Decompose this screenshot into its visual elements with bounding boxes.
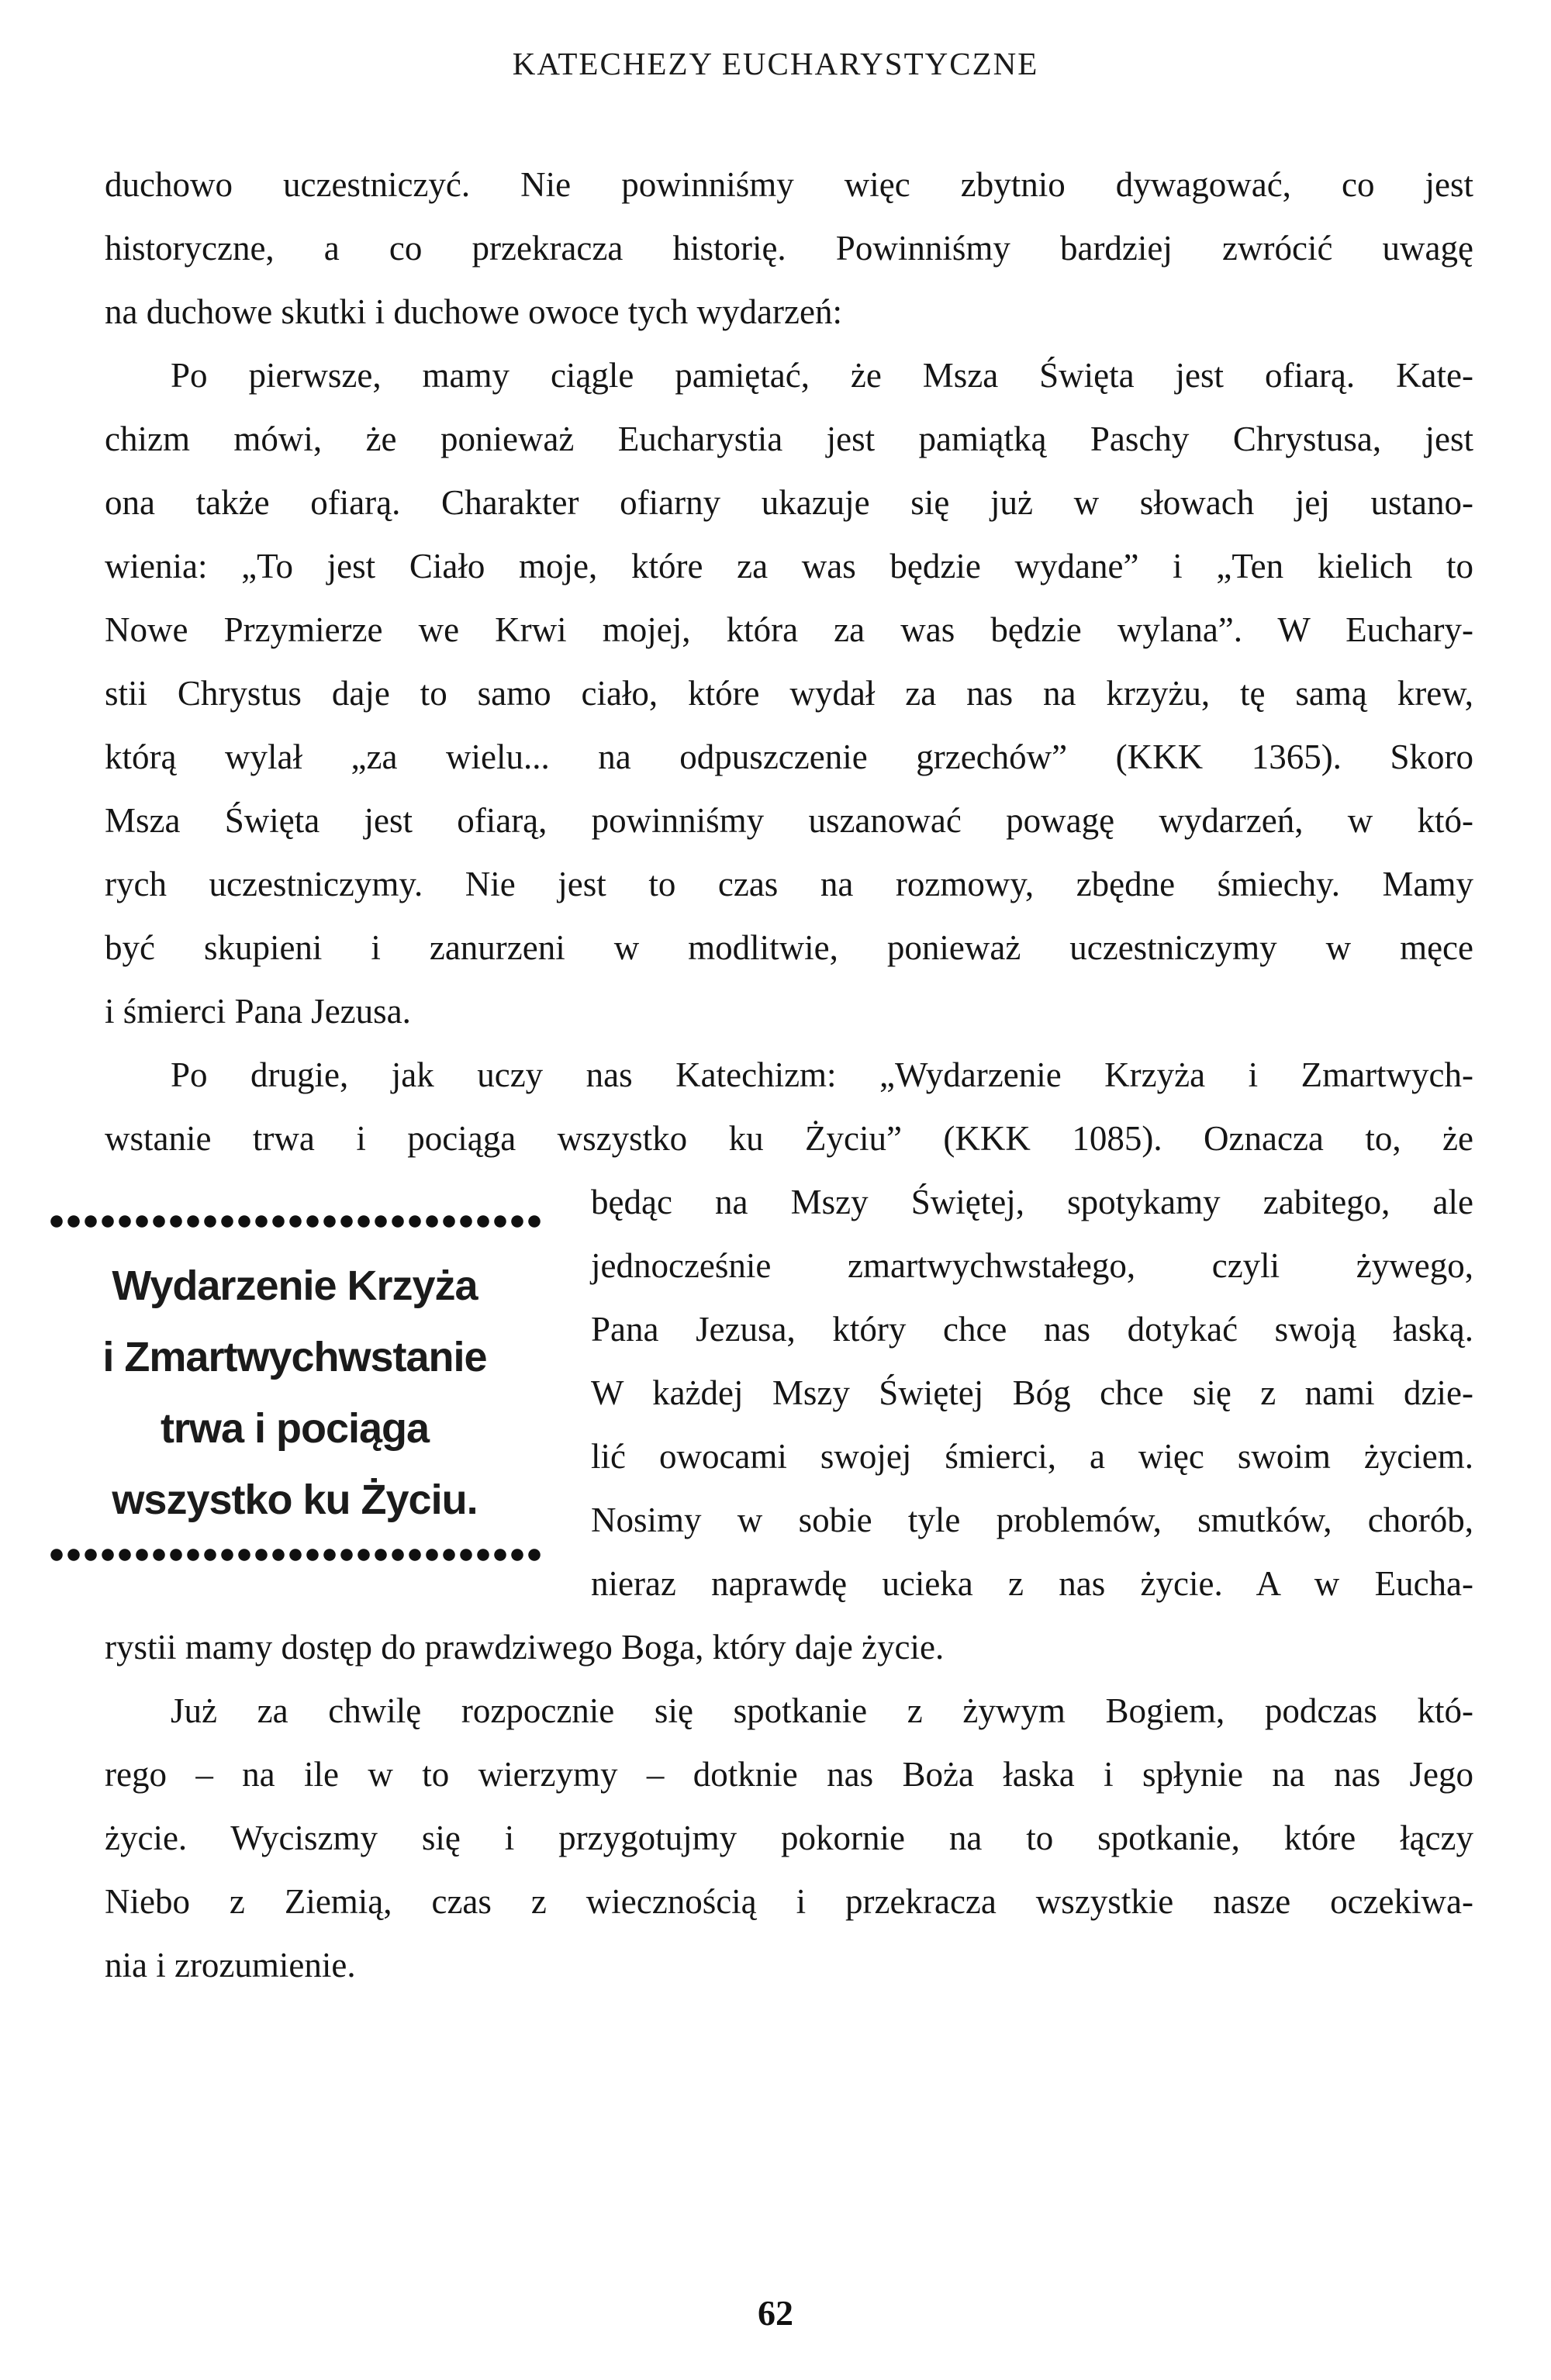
body-line: ona także ofiarą. Charakter ofiarny ukazuje się już w słowach jej ustano- [105,483,1473,522]
body-line: historyczne, a co przekracza historię. Powinniśmy bardziej zwrócić uwagę [105,229,1473,268]
page-number: 62 [758,2293,793,2333]
body-line: W każdej Mszy Świętej Bóg chce się z nami dzie- [591,1373,1473,1412]
body-line: wienia: „To jest Ciało moje, które za was będzie wydane” i „Ten kielich to [105,547,1473,586]
dotted-rule-bottom [48,1548,541,1562]
body-text [105,153,1473,1997]
body-line: będąc na Mszy Świętej, spotykamy zabitego, ale [591,1183,1473,1221]
body-line: rystii mamy dostęp do prawdziwego Boga, który daje życie. [105,1628,945,1667]
body-line: jednocześnie zmartwychwstałego, czyli żywego, [591,1246,1473,1285]
body-line: którą wylał „za wielu... na odpuszczenie grzechów” (KKK 1365). Skoro [105,737,1473,776]
body-line: być skupieni i zanurzeni w modlitwie, ponieważ uczestniczymy w męce [105,928,1473,967]
body-line: rych uczestniczymy. Nie jest to czas na rozmowy, zbędne śmiechy. Mamy [105,865,1473,903]
body-line: nieraz naprawdę ucieka z nas życie. A w Eucha- [591,1564,1473,1603]
body-line: Po drugie, jak uczy nas Katechizm: „Wydarzenie Krzyża i Zmartwych- [171,1055,1473,1094]
body-line: rego – na ile w to wierzymy – dotknie nas Boża łaska i spłynie na nas Jego [105,1755,1473,1794]
pull-quote-line: Wydarzenie Krzyża [112,1263,478,1309]
pull-quote [48,1214,541,1562]
body-line: Msza Święta jest ofiarą, powinniśmy uszanować powagę wydarzeń, w któ- [105,801,1473,840]
body-line: duchowo uczestniczyć. Nie powinniśmy więc zbytnio dywagować, co jest [105,165,1473,204]
body-line: Pana Jezusa, który chce nas dotykać swoją łaską. [591,1310,1473,1349]
body-line: chizm mówi, że ponieważ Eucharystia jest pamiątką Paschy Chrystusa, jest [105,420,1473,458]
body-line: Nowe Przymierze we Krwi mojej, która za was będzie wylana”. W Euchary- [105,610,1473,649]
body-line: Już za chwilę rozpocznie się spotkanie z żywym Bogiem, podczas któ- [171,1691,1473,1730]
body-line: Niebo z Ziemią, czas z wiecznością i przekracza wszystkie nasze oczekiwa- [105,1882,1473,1921]
body-line: nia i zrozumienie. [105,1946,356,1984]
body-line: Nosimy w sobie tyle problemów, smutków, chorób, [591,1501,1473,1539]
body-line: i śmierci Pana Jezusa. [105,992,411,1031]
running-header: KATECHEZY EUCHARYSTYCZNE [512,46,1039,81]
body-line: na duchowe skutki i duchowe owoce tych wydarzeń: [105,292,842,331]
body-line: wstanie trwa i pociąga wszystko ku Życiu” (KKK 1085). Oznacza to, że [105,1119,1473,1158]
body-line: stii Chrystus daje to samo ciało, które wydał za nas na krzyżu, tę samą krew, [105,674,1473,713]
pull-quote-line: wszystko ku Życiu. [112,1477,478,1523]
pull-quote-text [48,1250,541,1535]
body-line: lić owocami swojej śmierci, a więc swoim życiem. [591,1437,1473,1476]
dotted-rule-top [48,1214,541,1228]
pull-quote-line: trwa i pociąga [160,1405,430,1452]
body-line: życie. Wyciszmy się i przygotujmy pokornie na to spotkanie, które łączy [105,1819,1473,1857]
pull-quote-line: i Zmartwychwstanie [102,1334,487,1380]
body-line: Po pierwsze, mamy ciągle pamiętać, że Msza Święta jest ofiarą. Kate- [171,356,1473,395]
